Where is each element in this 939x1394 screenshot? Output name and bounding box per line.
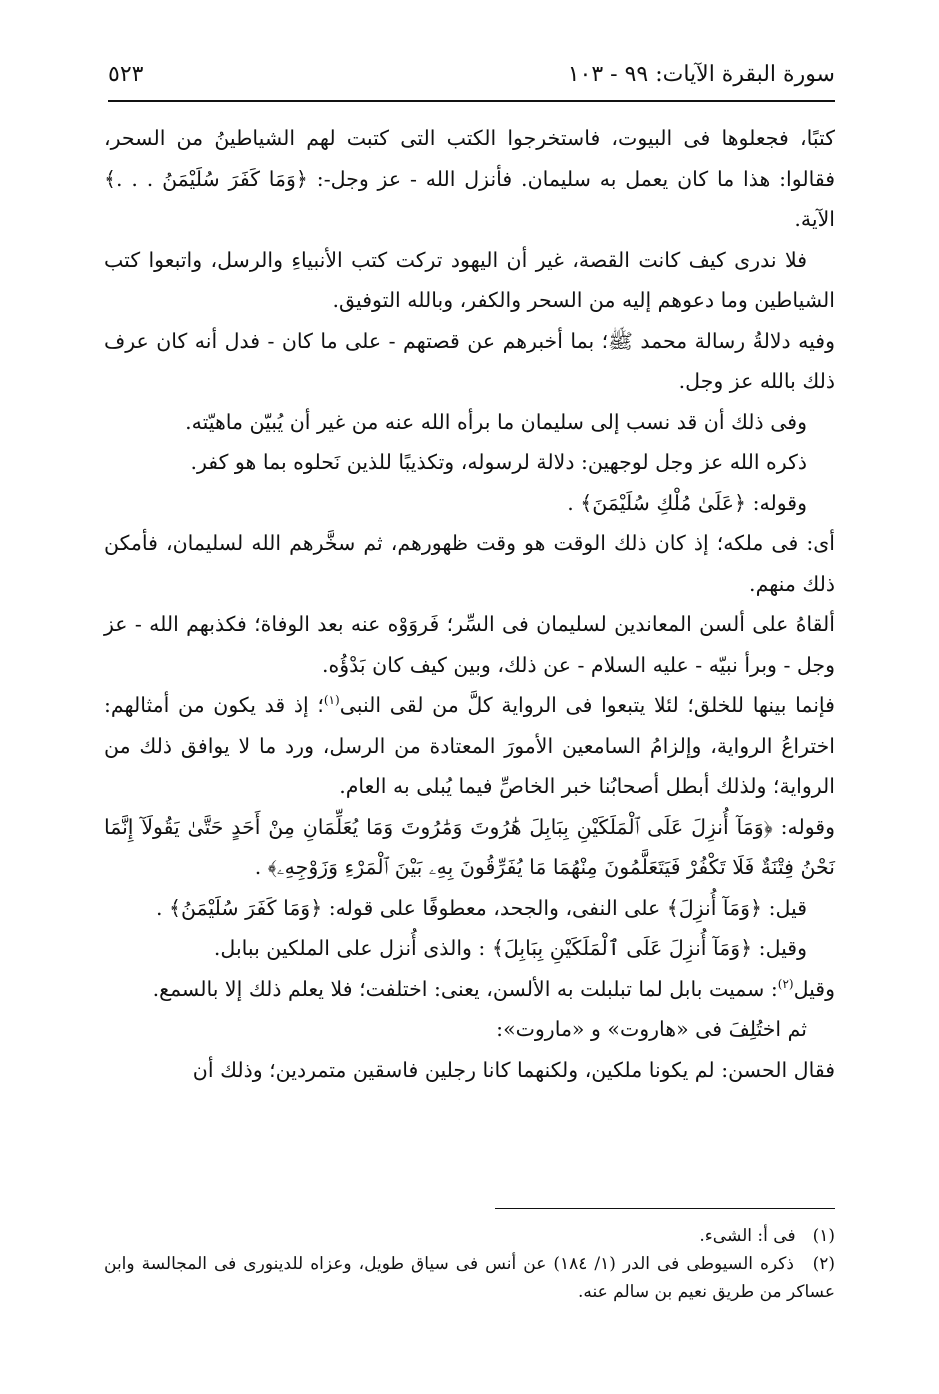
paragraph-text: وفيه دلالةُ رسالة محمد ﷺ؛ بما أخبرهم عن قصتهم - على ما كان - فدل أنه كان عرف ذلك بالله عز وجل. — [104, 328, 835, 393]
paragraph: أى: فى ملكه؛ إذ كان ذلك الوقت هو وقت ظهورهم، ثم سخَّرهم الله لسليمان، فأمكن ذلك منهم. — [104, 531, 835, 596]
page-body — [104, 118, 835, 1090]
paragraph — [104, 969, 835, 1010]
paragraph: ذكره الله عز وجل لوجهين: دلالة لرسوله، وتكذيبًا للذين نَحلوه بما هو كفر. — [190, 450, 807, 474]
paragraph: ثم اختُلِفَ فى «هاروت» و «ماروت»: — [496, 1017, 807, 1041]
page-number: ٥٢٣ — [108, 62, 144, 87]
paragraph: ألقاهُ على ألسن المعاندين لسليمان فى السِّر؛ فَروَوْه عنه بعد الوفاة؛ فكذبهم الله - عز وجل - وبرأ نبيّه - عليه السلام - عن ذلك، وبين كيف كان بَدْؤُه. — [104, 612, 835, 677]
footnote-number: (١) — [812, 1226, 835, 1246]
paragraph: وفى ذلك أن قد نسب إلى سليمان ما برأه الله عنه من غير أن يُبيّن ماهيّته. — [185, 409, 807, 434]
paragraph: قيل: ﴿وَمَآ أُنزِلَ﴾ على النفى، والجحد، معطوفًا على قوله: ﴿وَمَا كَفَرَ سُلَيْمَنُ﴾ . — [155, 895, 807, 920]
footnote-text: ذكره السيوطى فى الدر (١/ ١٨٤) عن أنس فى سياق طويل، وعزاه للدينورى فى المجالسة وابن عساكر من طريق نعيم بن سالم عنه. — [104, 1254, 835, 1302]
footnote — [104, 1222, 835, 1250]
paragraph: وقيل: ﴿وَمَآ أُنزِلَ عَلَى ٱلْمَلَكَيْنِ بِبَابِلَ﴾ : والذى أُنزل على الملكين ببابل. — [213, 936, 807, 960]
paragraph-text: : سميت بابل لما تبلبلت به الألسن، يعنى: اختلفت؛ فلا يعلم ذلك إلا بالسمع. — [152, 976, 778, 1001]
footnote — [104, 1250, 835, 1306]
paragraph — [104, 685, 835, 807]
header-divider — [108, 100, 835, 102]
paragraph: وقوله: ﴿عَلَىٰ مُلْكِ سُلَيْمَنَ﴾ . — [567, 490, 807, 515]
paragraph-text: وقيل — [793, 976, 835, 1001]
footnote-number: (٢) — [812, 1254, 836, 1274]
footnote-ref[interactable]: (١) — [323, 693, 340, 708]
footnotes — [104, 1222, 835, 1306]
footnote-divider — [495, 1208, 835, 1209]
footnote-ref[interactable]: (٢) — [777, 976, 794, 991]
paragraph: وقوله: ﴿وَمَآ أُنزِلَ عَلَى ٱلْمَلَكَيْنِ بِبَابِلَ هَٰرُوتَ وَمَٰرُوتَ وَمَا يُعَلِّمَانِ مِنْ أَحَدٍ حَتَّىٰ يَقُولَآ إِنَّمَا نَحْنُ فِتْنَةٌ فَلَا تَكْفُرْ فَيَتَعَلَّمُونَ مِنْهُمَا مَا يُفَرِّقُونَ بِهِۦ بَيْنَ ٱلْمَرْءِ وَزَوْجِهِۦ﴾ . — [104, 814, 835, 879]
paragraph-text: فإنما بينها للخلق؛ لئلا يتبعوا فى الرواية كلَّ من لقى النبى — [339, 693, 835, 717]
page-header — [108, 62, 835, 87]
paragraph — [104, 321, 835, 402]
running-title: سورة البقرة الآيات: ٩٩ - ١٠٣ — [567, 62, 835, 87]
paragraph: كتبًا، فجعلوها فى البيوت، فاستخرجوا الكتب التى كتبت لهم الشياطينُ من السحر، فقالوا: هذا ما كان يعمل به سليمان. فأنزل الله - عز وجل-: ﴿وَمَا كَفَرَ سُلَيْمَنُ . . .﴾ الآية. — [104, 126, 835, 231]
paragraph: فلا ندرى كيف كانت القصة، غير أن اليهود تركت كتب الأنبياءِ والرسل، واتبعوا كتب الشياطين وما دعوهم إليه من السحر والكفر، وبالله التوفيق. — [104, 247, 835, 312]
paragraph-text: ؛ إذ قد يكون من أمثالهم: اختراعُ الرواية، وإلزامُ السامعين الأمورَ المعتادة من الرسل، ورد ما لا يوافق ذلك من الرواية؛ ولذلك أبطل أصحابُنا خبر الخاصِّ فيما يُبلى به العام. — [104, 693, 835, 798]
paragraph: فقال الحسن: لم يكونا ملكين، ولكنهما كانا رجلين فاسقين متمردين؛ وذلك أن — [192, 1057, 835, 1082]
footnote-text: فى أ: الشىء. — [699, 1226, 796, 1246]
